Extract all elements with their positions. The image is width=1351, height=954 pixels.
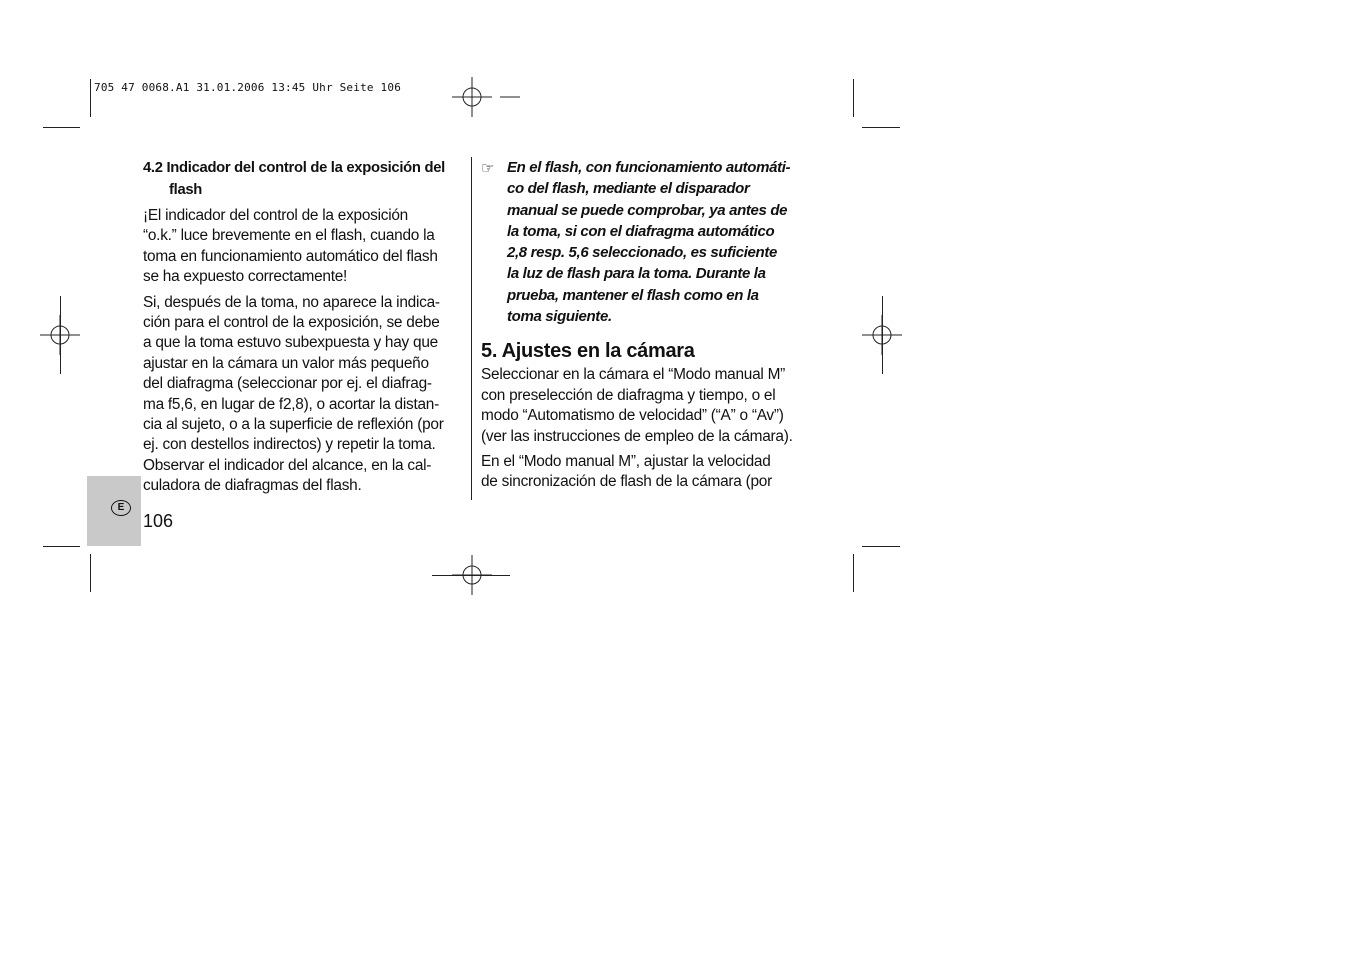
left-column (143, 157, 465, 497)
registration-mark-top-line (490, 77, 530, 117)
language-badge: E (111, 500, 131, 516)
section-title: 4.2 Indicador del control de la exposición del flash (143, 160, 445, 198)
paragraph-exposure-ok: ¡El indicador del control de la exposición “o.k.” luce brevemente en el flash, cuando la toma en funcionamiento automático del flash se ha expuesto correctamente! (143, 207, 438, 286)
paragraph-sync-speed: En el “Modo manual M”, ajustar la velocidad de sincronización de flash de la cámara (por (481, 453, 772, 491)
registration-mark-top (452, 77, 492, 117)
paragraph-underexposure: Si, después de la toma, no aparece la indica- ción para el control de la exposición, se debe a que la toma estuvo subexpuesta y hay que ajustar en la cámara un valor más pequeño del diafragma (seleccionar por ej. el diafrag- ma f5,6, en lugar de f2,8), o acortar la distan- cia al sujeto, o a la superficie de reflexión (por ej. con destellos indirectos) y repetir la toma. Observar el indicador del alcance, en la cal- culadora de diafragmas del flash. (143, 293, 444, 495)
section-heading: 5. Ajustes en la cámara (481, 340, 695, 363)
registration-mark-bottom-ext (432, 575, 510, 576)
print-slug: 705 47 0068.A1 31.01.2006 13:45 Uhr Seite 106 (94, 81, 402, 94)
column-divider (471, 157, 472, 500)
note-block: ☞ En el flash, con funcionamiento automáti- co del flash, mediante el disparador manual se puede comprobar, ya antes de la toma, si con el diafragma automático 2,8 resp. 5,6 seleccionado, es suficiente la luz de flash para la toma. Durante la prueba, mantener el flash como en la toma siguiente. (481, 159, 791, 326)
registration-mark-left-ext (60, 296, 61, 374)
pointing-hand-icon: ☞ (481, 160, 495, 177)
page-number: 106 (143, 511, 174, 531)
registration-mark-right-ext (882, 296, 883, 374)
paragraph-camera-mode: Seleccionar en la cámara el “Modo manual M” con preselección de diafragma y tiempo, o el modo “Automatismo de velocidad” (“A” o “Av”) (ver las instrucciones de empleo de la cámara). (481, 366, 793, 445)
right-column (481, 157, 803, 493)
